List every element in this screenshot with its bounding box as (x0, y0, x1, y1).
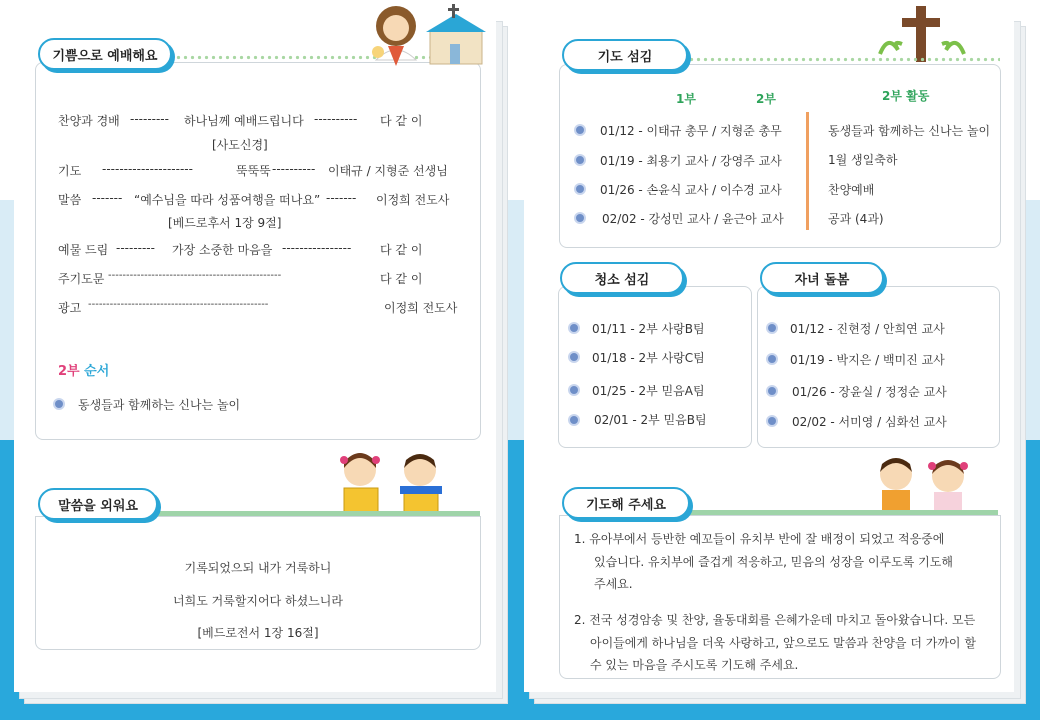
bullet-icon (576, 214, 584, 222)
row-dashes: ---------------- (282, 241, 352, 255)
row-dashes: ------- (326, 191, 357, 205)
row-dashes: --------------------- (102, 162, 193, 176)
row-who: 이정희 전도사 (376, 193, 450, 207)
order-title-part2: 순서 (84, 364, 110, 379)
row-dashes: ---------- (272, 162, 316, 176)
memory-verse-line1: 기록되었으되 내가 거룩하니 (184, 561, 332, 575)
row-who: 이태규 / 지형준 선생님 (328, 164, 448, 178)
prayer-row: 01/26 - 손윤식 교사 / 이수경 교사 (600, 183, 782, 197)
pray-tab: 기도해 주세요 (562, 487, 690, 519)
bullet-icon (570, 353, 578, 361)
bullet-icon (55, 400, 63, 408)
row-dashes: --------- (130, 112, 169, 126)
bullet-icon (570, 386, 578, 394)
worship-tab: 기쁨으로 예배해요 (38, 38, 172, 70)
childcare-row: 01/19 - 박지은 / 백미진 교사 (790, 353, 945, 367)
bullet-icon (576, 156, 584, 164)
row-who: 다 같 이 (380, 114, 423, 128)
row-who: 다 같 이 (380, 272, 423, 286)
cleaning-row: 01/11 - 2부 사랑B팀 (592, 322, 705, 336)
order-title (58, 360, 109, 379)
bullet-icon (768, 417, 776, 425)
activity-row: 1월 생일축하 (828, 153, 898, 167)
col-header-1: 1부 (676, 92, 696, 106)
memory-verse-line2: 너희도 거룩할지어다 하셨느니라 (173, 594, 343, 608)
order-title-part1: 2부 (58, 364, 80, 379)
prayer-request-2-line2: 아이들에게 하나님을 더욱 사랑하고, 앞으로도 말씀과 찬양을 더 가까이 할 (590, 636, 976, 650)
activity-row: 동생들과 함께하는 신나는 놀이 (828, 124, 991, 138)
childcare-tab: 자녀 돌봄 (760, 262, 884, 294)
prayer-request-1-line2: 있습니다. 유치부에 즐겁게 적응하고, 믿음의 성장을 이루도록 기도해 (594, 555, 953, 569)
prayer-request-1-line3: 주세요. (594, 577, 633, 591)
prayer-request-1-line1: 1. 유아부에서 등반한 예꼬들이 유치부 반에 잘 배정이 되었고 적응중에 (574, 532, 945, 546)
bullet-icon (768, 387, 776, 395)
row-item: 뚝뚝뚝 (236, 164, 271, 178)
prayer-row: 01/12 - 이태규 총무 / 지형준 총무 (600, 124, 782, 138)
cleaning-row: 02/01 - 2부 믿음B팀 (594, 413, 707, 427)
bullet-icon (576, 185, 584, 193)
prayer-row: 01/19 - 최용기 교사 / 강영주 교사 (600, 154, 782, 168)
cleaning-row: 01/18 - 2부 사랑C팀 (592, 351, 705, 365)
row-who: 이정희 전도사 (384, 301, 458, 315)
row-sub: [베드로후서 1장 9절] (168, 216, 282, 230)
bullet-icon (570, 324, 578, 332)
activity-row: 찬양예배 (828, 183, 875, 197)
childcare-row: 02/02 - 서미영 / 심화선 교사 (792, 415, 947, 429)
row-item: 하나님께 예배드립니다 (184, 114, 304, 128)
row-label: 예물 드림 (58, 243, 109, 257)
row-dashes: ---------- (314, 112, 358, 126)
memory-tab: 말씀을 외워요 (38, 488, 158, 520)
row-dashes: ------- (92, 191, 123, 205)
childcare-row: 01/26 - 장윤실 / 정정순 교사 (792, 385, 947, 399)
bullet-icon (576, 126, 584, 134)
order-item: 동생들과 함께하는 신나는 놀이 (78, 398, 241, 412)
childcare-row: 01/12 - 진현정 / 안희연 교사 (790, 322, 945, 336)
row-label: 광고 (58, 301, 82, 315)
row-item: “예수님을 따라 성품여행을 떠나요” (134, 193, 321, 207)
jesus-church-illustration (366, 0, 490, 66)
row-dashes: --------- (116, 241, 155, 255)
right-dot-border (688, 55, 1000, 64)
row-dashes: ------------------------------------------------ (108, 270, 282, 281)
bullet-icon (570, 416, 578, 424)
cleaning-tab: 청소 섬김 (560, 262, 684, 294)
prayer-row: 02/02 - 강성민 교사 / 윤근아 교사 (602, 212, 784, 226)
row-label: 기도 (58, 164, 82, 178)
memory-verse-reference: [베드로전서 1장 16절] (197, 626, 319, 640)
prayer-request-2-line3: 수 있는 마음을 주시도록 기도해 주세요. (590, 658, 799, 672)
col-header-2: 2부 (756, 92, 776, 106)
cleaning-row: 01/25 - 2부 믿음A팀 (592, 384, 705, 398)
bullet-icon (768, 355, 776, 363)
prayer-request-2-line1: 2. 전국 성경암송 및 찬양, 율동대회를 은혜가운데 마치고 돌아왔습니다. 모든 (574, 613, 976, 627)
activity-row: 공과 (4과) (828, 212, 884, 226)
row-item: 가장 소중한 마음을 (172, 243, 273, 257)
row-dashes: -------------------------------------------------- (88, 299, 269, 310)
children-reading-illustration (330, 448, 460, 518)
orange-divider (806, 112, 809, 230)
row-label: 말씀 (58, 193, 82, 207)
prayer-service-tab: 기도 섬김 (562, 39, 688, 71)
row-who: 다 같 이 (380, 243, 423, 257)
row-sub: [사도신경] (212, 138, 268, 152)
bullet-icon (768, 324, 776, 332)
col-header-3: 2부 활동 (882, 89, 930, 103)
children-praying-illustration (868, 452, 980, 512)
row-label: 찬양과 경배 (58, 114, 120, 128)
row-label: 주기도문 (58, 272, 105, 286)
